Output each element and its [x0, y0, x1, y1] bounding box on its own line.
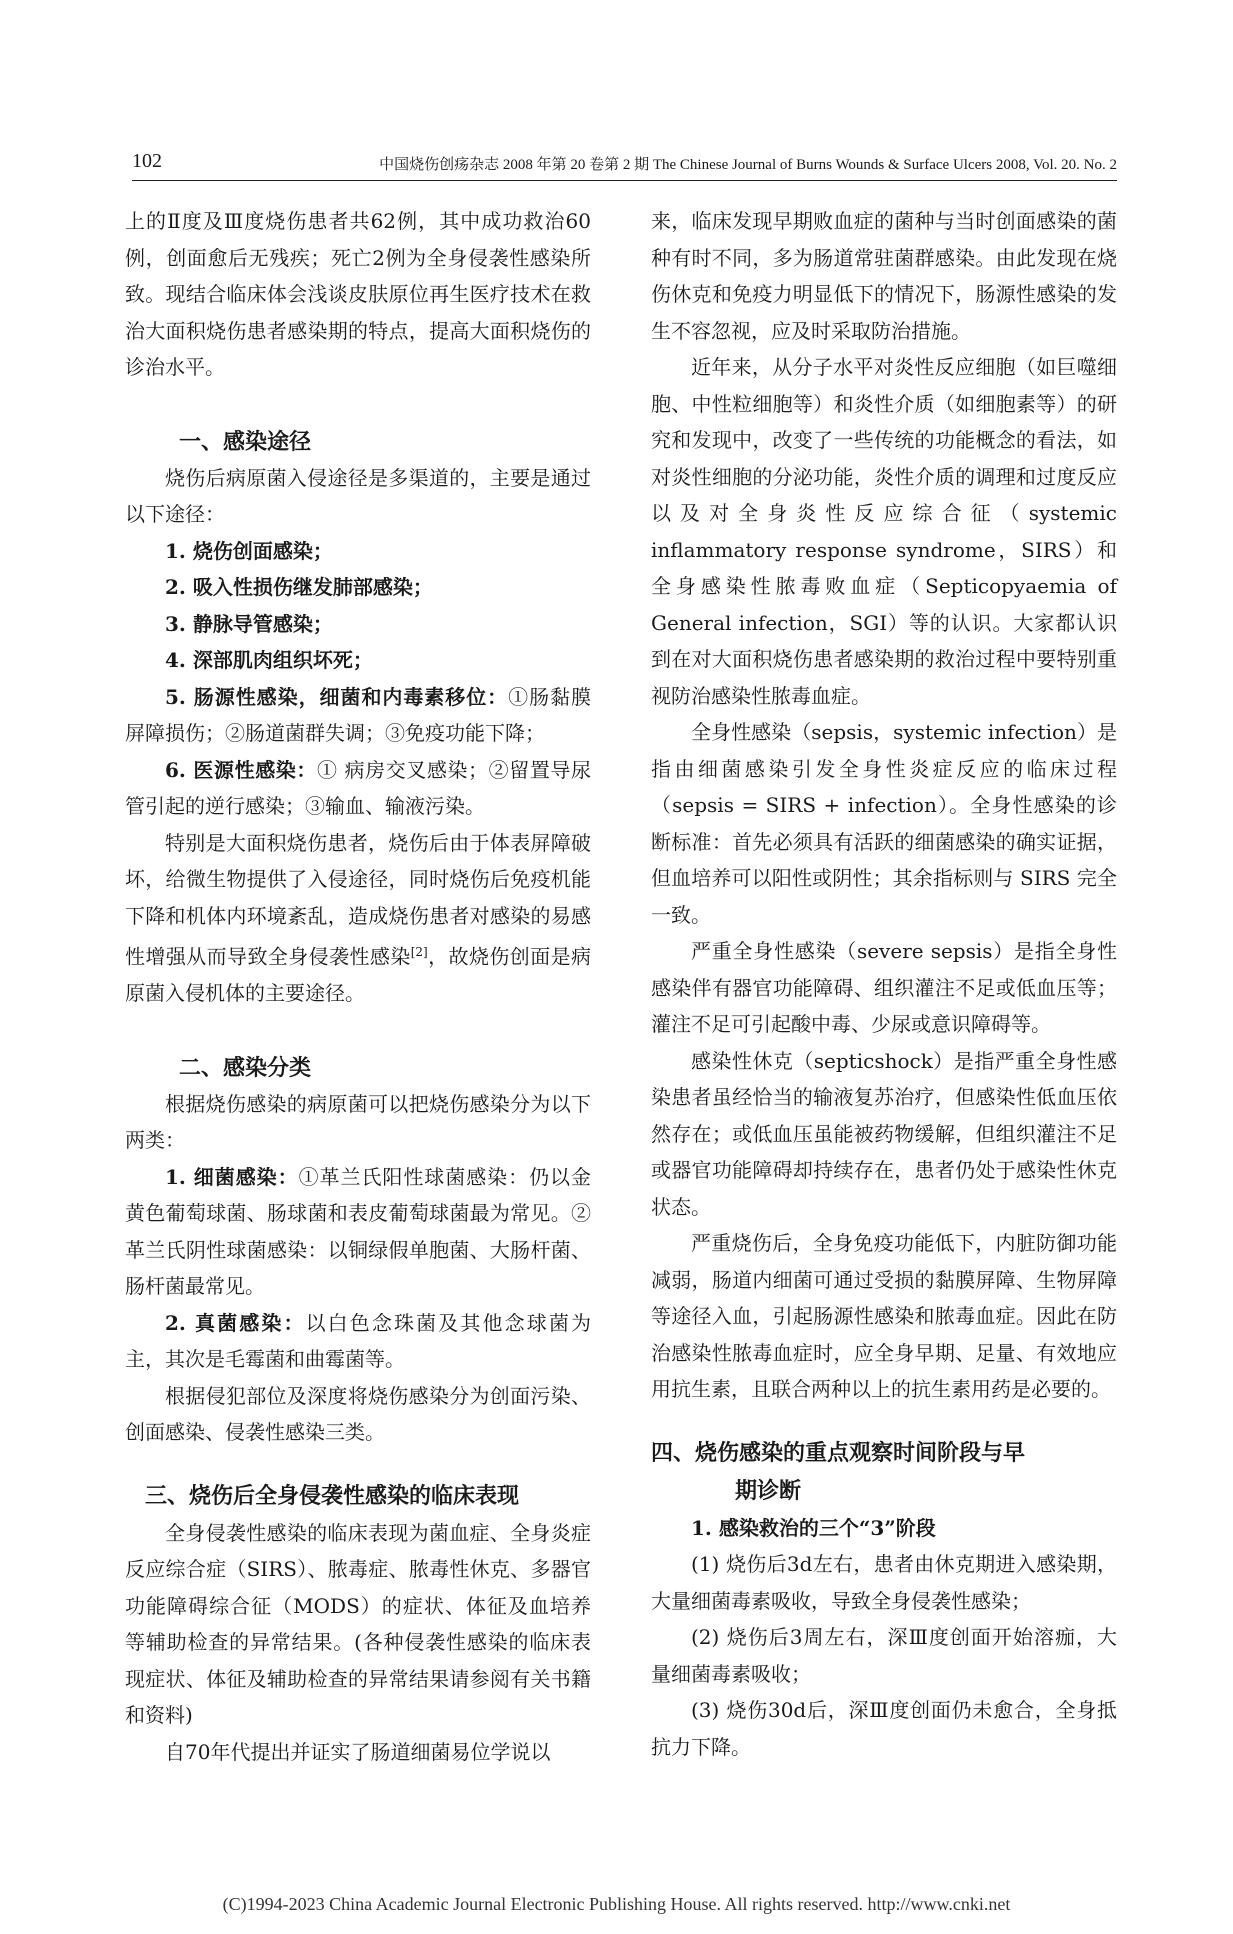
- citation-ref: [2]: [410, 945, 428, 959]
- right-paragraph-4: 严重全身性感染（severe sepsis）是指全身性感染伴有器官功能障碍、组织灌注不足或低血压等；灌注不足可引起酸中毒、少尿或意识障碍等。: [651, 939, 1117, 1036]
- route-item-6: [125, 752, 591, 825]
- class-item-2: [125, 1305, 591, 1378]
- section-2-paragraph: 根据烧伤感染的病原菌可以把烧伤感染分为以下两类：: [125, 1091, 591, 1153]
- route-item-5-label: 5. 肠源性感染，细菌和内毒素移位：: [165, 684, 509, 709]
- route-item-1: 1. 烧伤创面感染；: [165, 538, 333, 563]
- section-3-title: 三、烧伤后全身侵袭性感染的临床表现: [145, 1482, 520, 1509]
- stage-item-3: (3) 烧伤30d后，深Ⅲ度创面仍未愈合，全身抵抗力下降。: [651, 1698, 1117, 1759]
- section-4-title-line-2: 期诊断: [735, 1477, 802, 1504]
- right-column: [651, 203, 1117, 1765]
- right-paragraph-3: 全身性感染（sepsis，systemic infection）是指由细菌感染引发全身性炎症反应的临床过程（sepsis = SIRS + infection）。全身性感染的诊断标准：首先必须具有活跃的细菌感染的确实证据，但血培养可以阳性或阴性；其余指标则与 SIRS 完全一致。: [651, 720, 1117, 927]
- route-item-5-text: ①肠黏膜屏障损伤；②肠道菌群失调；③免疫功能下降；: [125, 684, 592, 745]
- journal-title: 中国烧伤创疡杂志 2008 年第 20 卷第 2 期 The Chinese Journal of Burns Wounds & Surface Ulcers 2008, Vol. 20. No. 2: [379, 157, 1117, 173]
- class-item-1: [125, 1159, 591, 1305]
- route-item-6-label: 6. 医源性感染：: [165, 757, 317, 782]
- route-item-5: [125, 679, 591, 752]
- route-item-4: 4. 深部肌肉组织坏死；: [165, 648, 373, 672]
- section-1-paragraph: 烧伤后病原菌入侵途径是多渠道的，主要是通过以下途径：: [125, 465, 591, 526]
- running-header: [132, 150, 1117, 181]
- right-paragraph-1: 来，临床发现早期败血症的菌种与当时创面感染的菌种有时不同，多为肠道常驻菌群感染。由此发现在烧伤休克和免疫力明显低下的情况下，肠源性感染的发生不容忽视，应及时采取防治措施。: [651, 209, 1117, 343]
- route-item-2: 2. 吸入性损伤继发肺部感染；: [165, 575, 433, 599]
- section-3-paragraph: 全身侵袭性感染的临床表现为菌血症、全身炎症反应综合症（SIRS）、脓毒症、脓毒性休克、多器官功能障碍综合征（MODS）的症状、体征及血培养等辅助检查的异常结果。(各种侵袭性感染的临床表现症状、体征及辅助检查的异常结果请参阅有关书籍和资料): [125, 1520, 591, 1728]
- class-item-1-label: 1. 细菌感染：: [165, 1164, 299, 1189]
- class-item-1-text: ①革兰氏阳性球菌感染：仍以金黄色葡萄球菌、肠球菌和表皮葡萄球菌最为常见。②革兰氏阴性球菌感染：以铜绿假单胞菌、大肠杆菌、肠杆菌最常见。: [125, 1164, 592, 1299]
- right-paragraph-2: 近年来，从分子水平对炎性反应细胞（如巨噬细胞、中性粒细胞等）和炎性介质（如细胞素等）的研究和发现中，改变了一些传统的功能概念的看法，如对炎性细胞的分泌功能，炎性介质的调理和过度反应以及对全身炎性反应综合征（systemic inflammatory response syndrome，SIRS）和全身感染性脓毒败血症（Septicopyaemia of General infection，SGI）等的认识。大家都认识到在对大面积烧伤患者感染期的救治过程中要特别重视防治感染性脓毒血症。: [651, 355, 1117, 708]
- section-1-paragraph-2: [125, 825, 591, 1012]
- section-4-subtitle: 1. 感染救治的三个“3”阶段: [691, 1515, 936, 1540]
- section-1-text-b: ，故烧伤创面是病原菌入侵机体的主要途径。: [125, 944, 592, 1006]
- section-1-text-a: 特别是大面积烧伤患者，烧伤后由于体表屏障破坏，给微生物提供了入侵途径，同时烧伤后免疫机能下降和机体内环境紊乱，造成烧伤患者对感染的易感性增强从而导致全身侵袭性感染: [125, 830, 591, 969]
- page-number: 102: [132, 150, 162, 172]
- route-item-6-text: ① 病房交叉感染；②留置导尿管引起的逆行感染；③输血、输液污染。: [125, 757, 592, 818]
- section-3-paragraph-2: 自70年代提出并证实了肠道细菌易位学说以: [165, 1739, 551, 1764]
- section-2-paragraph-2: 根据侵犯部位及深度将烧伤感染分为创面污染、创面感染、侵袭性感染三类。: [125, 1383, 591, 1445]
- stage-item-1: (1) 烧伤后3d左右，患者由休克期进入感染期，大量细菌毒素吸收，导致全身侵袭性感染；: [651, 1552, 1117, 1613]
- section-4-title: [651, 1434, 1117, 1510]
- section-2-title: 二、感染分类: [179, 1054, 312, 1081]
- copyright-footer: (C)1994-2023 China Academic Journal Electronic Publishing House. All rights reserved. http://www.cnki.net: [222, 1894, 1011, 1914]
- intro-paragraph: 上的Ⅱ度及Ⅲ度烧伤患者共62例，其中成功救治60例，创面愈后无残疾；死亡2例为全身侵袭性感染所致。现结合临床体会浅谈皮肤原位再生医疗技术在救治大面积烧伤患者感染期的特点，提高大面积烧伤的诊治水平。: [125, 209, 591, 379]
- stage-item-2: (2) 烧伤后3周左右，深Ⅲ度创面开始溶痂，大量细菌毒素吸收；: [651, 1625, 1117, 1686]
- right-paragraph-5: 感染性休克（septicshock）是指严重全身性感染患者虽经恰当的输液复苏治疗，但感染性低血压依然存在；或低血压虽能被药物缓解，但组织灌注不足或器官功能障碍却持续存在，患者仍处于感染性休克状态。: [651, 1048, 1117, 1219]
- class-item-2-text: 以白色念珠菌及其他念球菌为主，其次是毛霉菌和曲霉菌等。: [125, 1310, 591, 1372]
- right-paragraph-6: 严重烧伤后，全身免疫功能低下，内脏防御功能减弱，肠道内细菌可通过受损的黏膜屏障、生物屏障等途径入血，引起肠源性感染和脓毒血症。因此在防治感染性脓毒血症时，应全身早期、足量、有效地应用抗生素，且联合两种以上的抗生素用药是必要的。: [651, 1231, 1117, 1401]
- section-4-title-line-1: 四、烧伤感染的重点观察时间阶段与早: [651, 1439, 1026, 1466]
- left-column: [125, 203, 591, 1770]
- route-item-3: 3. 静脉导管感染；: [165, 611, 333, 636]
- class-item-2-label: 2. 真菌感染：: [165, 1310, 306, 1335]
- section-1-title: 一、感染途径: [179, 428, 312, 455]
